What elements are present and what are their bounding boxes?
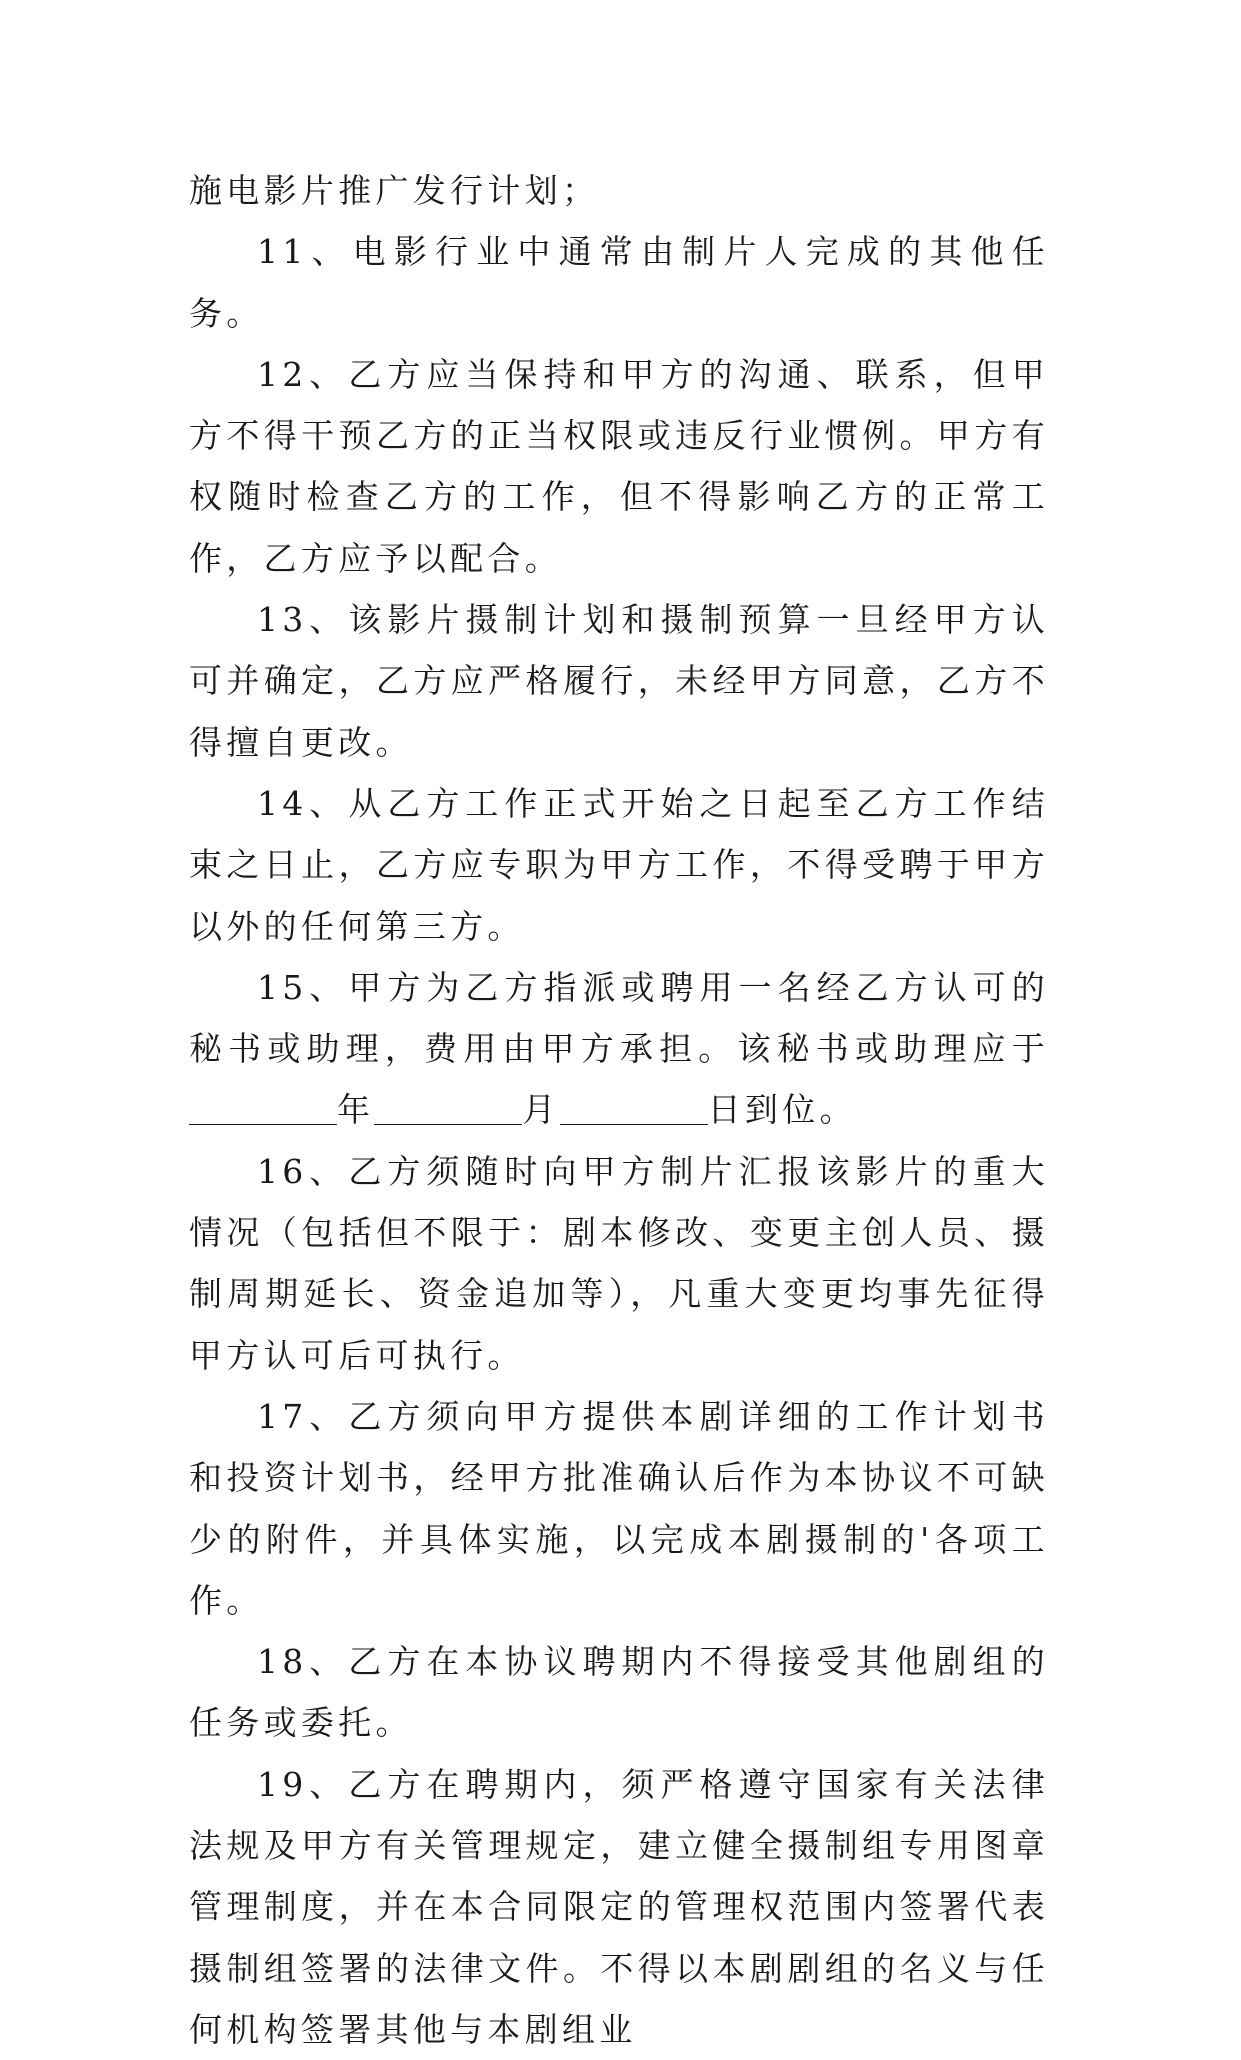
year-label: 年: [337, 1090, 375, 1130]
paragraph-19: 19、乙方在聘期内，须严格遵守国家有关法律法规及甲方有关管理规定，建立健全摄制组专用图章管理制度，并在本合同限定的管理权范围内签署代表摄制组签署的法律文件。不得以本剧剧组的名义与任何机构签署其他与本剧组业: [189, 1764, 1049, 2049]
paragraph-15: [189, 957, 1049, 1141]
paragraph-16: 16、乙方须随时向甲方制片汇报该影片的重大情况（包括但不限于：剧本修改、变更主创人员、摄制周期延长、资金追加等），凡重大变更均事先征得甲方认可后可执行。: [189, 1151, 1049, 1375]
paragraph-11: 11、电影行业中通常由制片人完成的其他任务。: [189, 232, 1049, 333]
paragraph-15-text: 15、甲方为乙方指派或聘用一名经乙方认可的秘书或助理，费用由甲方承担。该秘书或助理应于: [189, 967, 1049, 1069]
document-body: [189, 160, 1049, 2060]
month-blank: [374, 1094, 522, 1125]
paragraph-12: 12、乙方应当保持和甲方的沟通、联系，但甲方不得干预乙方的正当权限或违反行业惯例。甲方有权随时检查乙方的工作，但不得影响乙方的正常工作，乙方应予以配合。: [189, 354, 1049, 578]
paragraph-14: 14、从乙方工作正式开始之日起至乙方工作结束之日止，乙方应专职为甲方工作，不得受聘于甲方以外的任何第三方。: [189, 783, 1049, 946]
paragraph-13: 13、该影片摄制计划和摄制预算一旦经甲方认可并确定，乙方应严格履行，未经甲方同意，乙方不得擅自更改。: [189, 600, 1049, 762]
year-blank: [189, 1094, 337, 1125]
day-label: 日到位。: [707, 1090, 857, 1130]
day-blank: [560, 1094, 708, 1125]
month-label: 月: [522, 1090, 560, 1130]
paragraph-17: 17、乙方须向甲方提供本剧详细的工作计划书和投资计划书，经甲方批准确认后作为本协议不可缺少的附件，并具体实施，以完成本剧摄制的'各项工作。: [189, 1396, 1049, 1620]
paragraph-10-continuation: 施电影片推广发行计划；: [189, 171, 600, 210]
paragraph-18: 18、乙方在本协议聘期内不得接受其他剧组的任务或委托。: [189, 1642, 1049, 1743]
